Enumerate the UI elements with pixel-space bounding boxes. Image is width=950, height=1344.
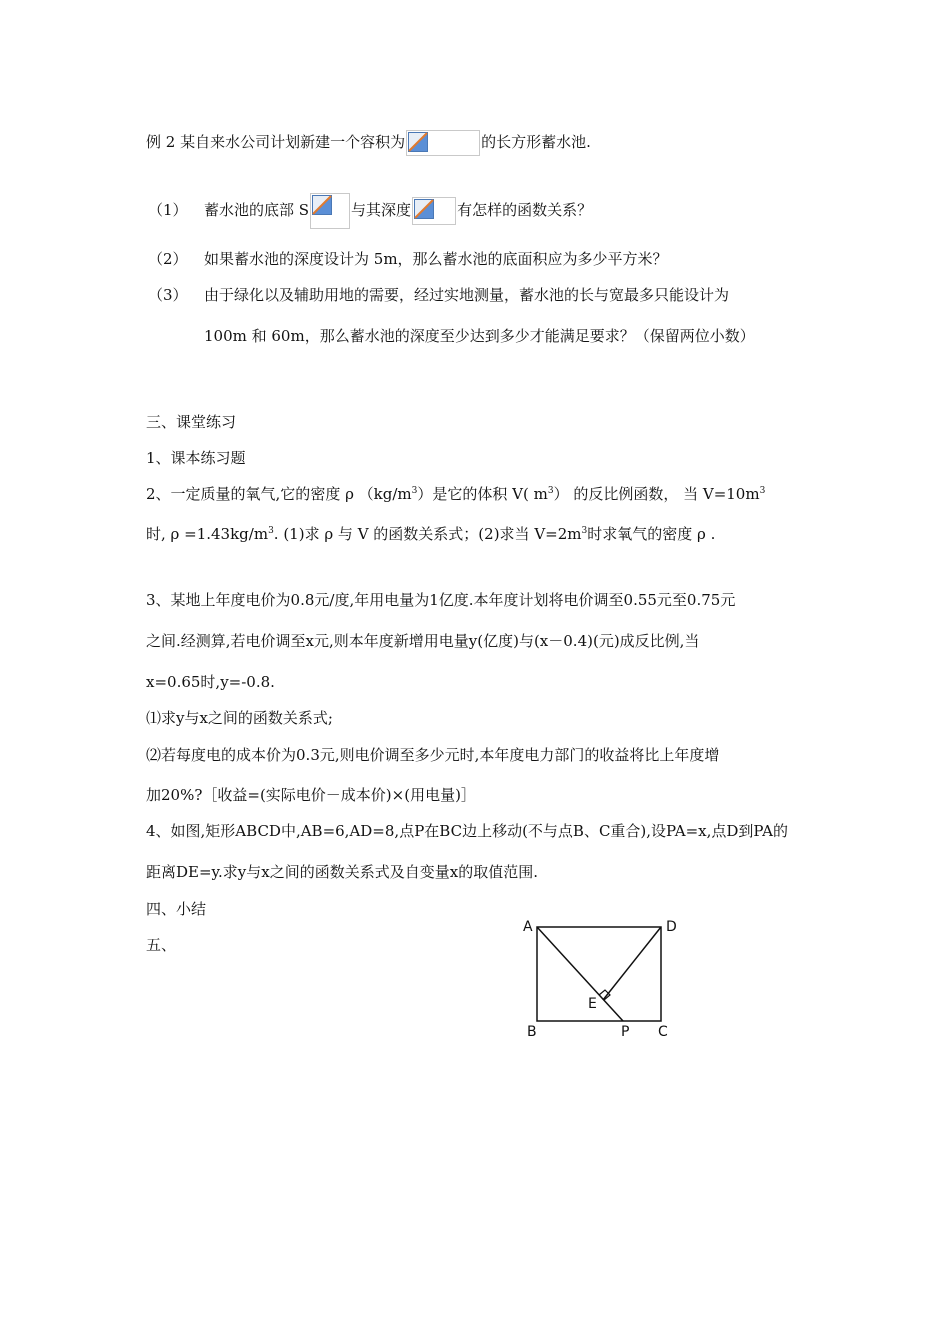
exercise-4-line1: 4、如图,矩形ABCD中,AB=6,AD=8,点P在BC边上移动(不与点B、C重合),设PA=x,点D到PA的 (146, 822, 788, 840)
image-placeholder-icon (310, 193, 350, 229)
label-c: C (658, 1024, 668, 1040)
rectangle-figure (515, 912, 690, 1042)
superscript: 3 (411, 486, 418, 496)
exercise-3-line2: 之间.经测算,若电价调至x元,则本年度新增用电量y(亿度)与(x－0.4)(元)成反比例,当 (146, 632, 700, 650)
exercise-2-text-f: 时求氧气的密度 ρ . (587, 525, 716, 543)
q3-text-2: 100m 和 60m，那么蓄水池的深度至少达到多少才能满足要求？（保留两位小数） (204, 327, 755, 345)
rectangle-abcd (537, 927, 661, 1021)
example2-q3-line1 (148, 285, 729, 305)
superscript: 3 (581, 526, 588, 536)
example2-q3-line2 (204, 326, 755, 346)
exercise-2-text-e: . (1)求 ρ 与 V 的函数关系式；(2)求当 V=2m (273, 525, 582, 543)
image-placeholder-icon (412, 197, 456, 225)
q1-text-b: 与其深度 (351, 201, 412, 219)
section4-heading: 四、小结 (146, 900, 207, 918)
q3-text-1: 由于绿化以及辅助用地的需要，经过实地测量，蓄水池的长与宽最多只能设计为 (204, 286, 730, 304)
q1-text-a: 蓄水池的底部 S (204, 201, 310, 219)
example2-intro (146, 130, 591, 156)
exercise-2-text-c: ） 的反比例函数， 当 V=10m (553, 485, 760, 503)
exercise-2-line2 (146, 524, 715, 544)
exercise-2-text-d: 时, ρ =1.43kg/m (146, 525, 269, 543)
superscript: 3 (759, 486, 766, 496)
example2-q1 (148, 193, 592, 229)
q3-number: （3） (148, 286, 188, 304)
q1-text-c: 有怎样的函数关系？ (457, 201, 593, 219)
superscript: 3 (547, 486, 554, 496)
exercise-2-line1 (146, 484, 765, 504)
image-placeholder-icon (406, 130, 480, 156)
exercise-3-sub2: ⑵若每度电的成本价为0.3元,则电价调至多少元时,本年度电力部门的收益将比上年度增 (146, 746, 720, 764)
q1-number: （1） (148, 201, 188, 219)
label-a: A (523, 919, 533, 935)
q2-number: （2） (148, 250, 188, 268)
q2-text: 如果蓄水池的深度设计为 5m，那么蓄水池的底面积应为多少平方米？ (204, 250, 668, 268)
label-d: D (666, 919, 677, 935)
label-p: P (621, 1024, 630, 1040)
exercise-3-line1: 3、某地上年度电价为0.8元/度,年用电量为1亿度.本年度计划将电价调至0.55元至0.75元 (146, 591, 736, 609)
example2-intro-text: 例 2 某自来水公司计划新建一个容积为 (146, 133, 406, 151)
segment-de (603, 927, 661, 1000)
section3-heading: 三、课堂练习 (146, 413, 237, 431)
exercise-1: 1、课本练习题 (146, 449, 246, 467)
segment-ap (537, 927, 623, 1021)
exercise-3-sub3: 加20%?［收益=(实际电价－成本价)×(用电量)］ (146, 786, 476, 804)
exercise-2-text-a: 2、一定质量的氧气,它的密度 ρ （kg/m (146, 485, 412, 503)
exercise-2-text-b: ）是它的体积 V( m (417, 485, 548, 503)
label-e: E (588, 996, 597, 1012)
exercise-3-line3: x=0.65时,y=-0.8. (146, 673, 275, 691)
exercise-4-line2: 距离DE=y.求y与x之间的函数关系式及自变量x的取值范围. (146, 863, 538, 881)
superscript: 3 (268, 526, 274, 536)
label-b: B (527, 1024, 537, 1040)
exercise-3-sub1: ⑴求y与x之间的函数关系式; (146, 709, 333, 727)
section5-heading: 五、 (146, 936, 177, 954)
example2-q2 (148, 249, 668, 269)
example2-intro-end: 的长方形蓄水池. (481, 133, 591, 151)
